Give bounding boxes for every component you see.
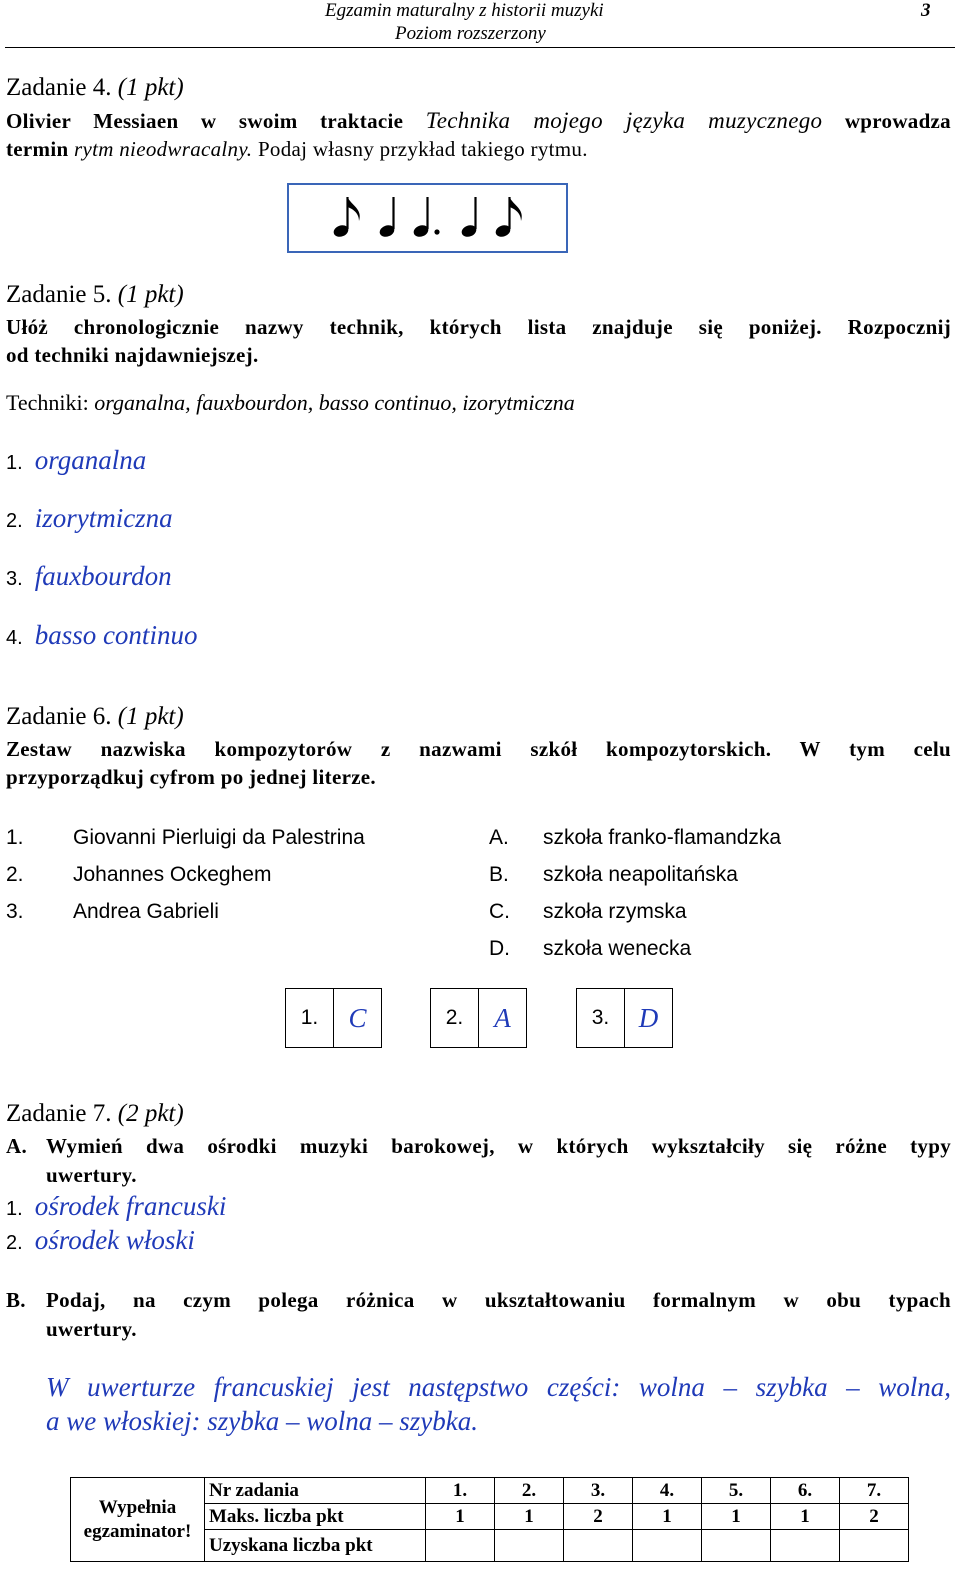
task4-text-a: Olivier Messiaen w swoim traktacie <box>6 109 404 133</box>
answer-number: 2. <box>6 510 23 532</box>
task7-answerB-line2: a we włoskiej: szybka – wolna – szybka. <box>46 1406 478 1436</box>
task5-answer-2 <box>6 503 173 534</box>
answer-number: 3. <box>6 568 23 590</box>
task7-answerA-2 <box>6 1225 195 1256</box>
answer-text: ośrodek włoski <box>34 1225 195 1255</box>
task5-title: Zadanie 5. <box>6 281 112 308</box>
obtained-points-cell[interactable] <box>495 1530 564 1562</box>
task4-text-e: rytm nieodwracalny. <box>74 137 253 161</box>
task7-points: (2 pkt) <box>117 1100 184 1127</box>
task7-heading <box>6 1100 184 1128</box>
obtained-points-cell[interactable] <box>771 1530 840 1562</box>
task7-title: Zadanie 7. <box>6 1100 112 1127</box>
task7-partB-label: B. <box>6 1288 26 1312</box>
task7-partA-line2: uwertury. <box>46 1163 137 1187</box>
task6-line2: przyporządkuj cyfrom po jednej literze. <box>6 765 376 789</box>
header-rule <box>5 47 955 48</box>
techniques-list: organalna, fauxbourdon, basso continuo, izorytmiczna <box>94 390 575 415</box>
max-points: 1 <box>771 1504 840 1530</box>
school-a-name: szkoła franko-flamandzka <box>543 826 782 849</box>
task5-heading <box>6 281 184 309</box>
obtained-points-cell[interactable] <box>702 1530 771 1562</box>
task4-line1 <box>6 108 951 134</box>
task7-partA-line1: Wymień dwa ośrodki muzyki barokowej, w których wykształciły się różne typy <box>46 1134 951 1158</box>
max-points: 1 <box>702 1504 771 1530</box>
task-number: 7. <box>840 1478 909 1504</box>
answer-box-1[interactable] <box>285 988 382 1048</box>
task-number: 3. <box>564 1478 633 1504</box>
school-c-name: szkoła rzymska <box>543 900 687 923</box>
score-table <box>70 1477 909 1562</box>
answer-number: 2. <box>6 1232 23 1254</box>
max-points: 2 <box>840 1504 909 1530</box>
task6-heading <box>6 703 184 731</box>
answer-box-number: 2. <box>431 989 479 1047</box>
composer-2-num: 2. <box>6 863 24 886</box>
task5-techniques <box>6 390 575 416</box>
answer-box-letter[interactable]: D <box>638 1002 659 1033</box>
answer-number: 1. <box>6 1198 23 1220</box>
obtained-points-cell[interactable] <box>633 1530 702 1562</box>
max-points: 1 <box>495 1504 564 1530</box>
header-subtitle: Poziom rozszerzony <box>395 23 546 44</box>
rhythm-notation <box>289 185 566 251</box>
row-label: Maks. liczba pkt <box>205 1504 426 1530</box>
task6-line1: Zestaw nazwiska kompozytorów z nazwami szkół kompozytorskich. W tym celu <box>6 737 951 761</box>
composer-1-name: Giovanni Pierluigi da Palestrina <box>73 826 365 849</box>
eighth-note-icon <box>494 197 522 239</box>
task6-points: (1 pkt) <box>117 703 184 730</box>
task4-heading <box>6 74 184 102</box>
task4-title: Zadanie 4. <box>6 74 112 101</box>
row-label: Uzyskana liczba pkt <box>205 1530 426 1562</box>
task4-text-c: wprowadza <box>844 109 951 133</box>
eighth-note-icon <box>332 197 360 239</box>
school-d-name: szkoła wenecka <box>543 937 692 960</box>
composer-2-name: Johannes Ockeghem <box>73 863 272 886</box>
obtained-points-cell[interactable] <box>426 1530 495 1562</box>
header-title: Egzamin maturalny z historii muzyki <box>325 0 604 21</box>
answer-number: 1. <box>6 452 23 474</box>
task4-line2 <box>6 137 588 162</box>
max-points: 2 <box>564 1504 633 1530</box>
rhythm-answer-box <box>287 183 568 253</box>
task6-title: Zadanie 6. <box>6 703 112 730</box>
composer-3-num: 3. <box>6 900 24 923</box>
answer-text: ośrodek francuski <box>34 1191 227 1221</box>
page-number: 3 <box>921 0 931 21</box>
task4-text-b: Technika mojego języka muzycznego <box>425 108 823 133</box>
answer-text: organalna <box>34 445 147 475</box>
obtained-points-cell[interactable] <box>564 1530 633 1562</box>
quarter-note-icon <box>378 197 396 239</box>
task-number: 1. <box>426 1478 495 1504</box>
school-d-letter: D. <box>489 937 510 960</box>
task5-line2: od techniki najdawniejszej. <box>6 343 259 367</box>
answer-text: izorytmiczna <box>34 503 173 533</box>
task-number: 2. <box>495 1478 564 1504</box>
task-number: 4. <box>633 1478 702 1504</box>
task4-points: (1 pkt) <box>117 74 184 101</box>
school-b-letter: B. <box>489 863 509 886</box>
row-label: Nr zadania <box>205 1478 426 1504</box>
answer-box-number: 3. <box>577 989 625 1047</box>
answer-box-letter[interactable]: C <box>348 1002 367 1033</box>
max-points: 1 <box>426 1504 495 1530</box>
task7-partA-label: A. <box>6 1134 28 1158</box>
dotted-quarter-note-icon <box>412 197 440 239</box>
answer-number: 4. <box>6 627 23 649</box>
task7-answerA-1 <box>6 1191 226 1222</box>
task7-answerB-line1: W uwerturze francuskiej jest następstwo części: wolna – szybka – wolna, <box>46 1372 951 1402</box>
task-number: 5. <box>702 1478 771 1504</box>
answer-text: fauxbourdon <box>34 561 172 591</box>
task5-answer-3 <box>6 561 172 592</box>
obtained-points-cell[interactable] <box>840 1530 909 1562</box>
techniques-label: Techniki: <box>6 390 89 415</box>
task5-points: (1 pkt) <box>117 281 184 308</box>
max-points: 1 <box>633 1504 702 1530</box>
task5-answer-4 <box>6 620 197 651</box>
answer-box-3[interactable] <box>576 988 673 1048</box>
task7-partB-line2: uwertury. <box>46 1317 137 1341</box>
composer-3-name: Andrea Gabrieli <box>73 900 219 923</box>
task4-text-d: termin <box>6 137 69 161</box>
answer-box-number: 1. <box>286 989 334 1047</box>
task4-text-f: Podaj własny przykład takiego rytmu. <box>257 137 588 161</box>
task-number: 6. <box>771 1478 840 1504</box>
school-c-letter: C. <box>489 900 510 923</box>
answer-text: basso continuo <box>34 620 198 650</box>
fill-label: Wypełnia egzaminator! <box>71 1478 205 1562</box>
answer-box-2[interactable] <box>430 988 527 1048</box>
school-b-name: szkoła neapolitańska <box>543 863 738 886</box>
task5-answer-1 <box>6 445 146 476</box>
task7-partB-line1: Podaj, na czym polega różnica w ukształtowaniu formalnym w obu typach <box>46 1288 951 1312</box>
quarter-note-icon <box>460 197 478 239</box>
composer-1-num: 1. <box>6 826 24 849</box>
school-a-letter: A. <box>489 826 509 849</box>
answer-box-letter[interactable]: A <box>494 1002 511 1033</box>
task5-line1: Ułóż chronologicznie nazwy technik, których lista znajduje się poniżej. Rozpocznij <box>6 315 951 339</box>
